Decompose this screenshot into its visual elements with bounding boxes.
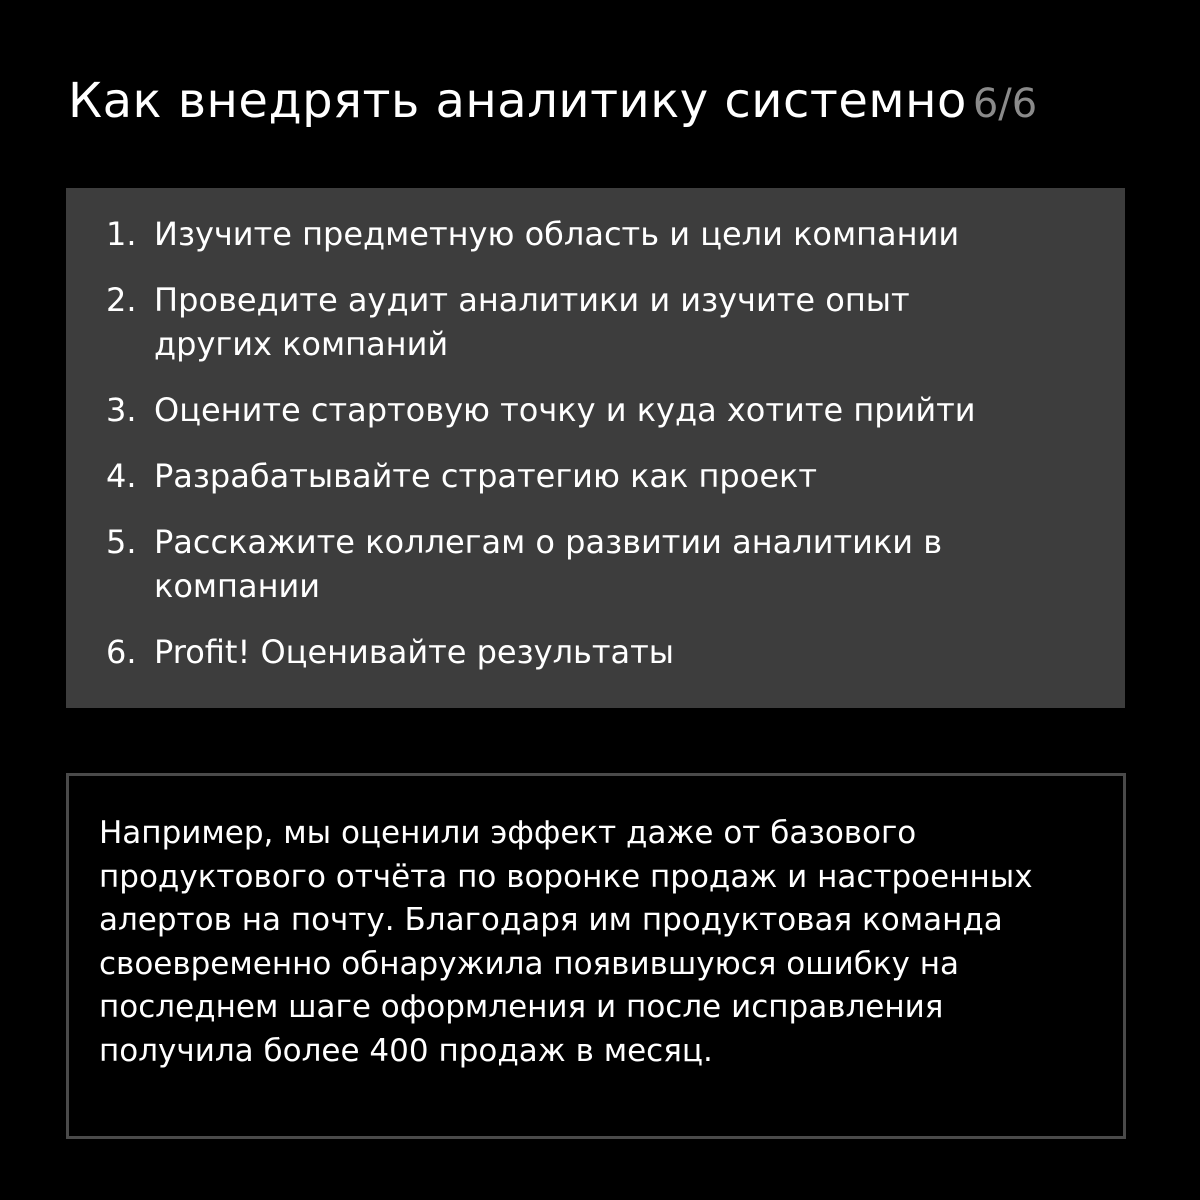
step-item xyxy=(106,454,1085,498)
step-number: 4. xyxy=(106,457,137,495)
step-number: 1. xyxy=(106,215,137,253)
step-text: Изучите предметную область и цели компании xyxy=(154,215,960,253)
step-number: 2. xyxy=(106,281,137,319)
example-box xyxy=(66,773,1126,1139)
step-text: Profit! Оценивайте результаты xyxy=(154,633,675,671)
page-counter: 6/6 xyxy=(972,81,1038,127)
step-item xyxy=(106,278,1085,366)
step-text: Проведите аудит аналитики и изучите опыт других компаний xyxy=(154,281,910,363)
steps-list xyxy=(106,212,1085,674)
step-item xyxy=(106,388,1085,432)
page-title: Как внедрять аналитику системно xyxy=(68,73,967,129)
step-text: Разрабатывайте стратегию как проект xyxy=(154,457,817,495)
header xyxy=(68,66,1138,136)
step-item xyxy=(106,520,1085,608)
steps-panel xyxy=(66,188,1125,708)
step-number: 3. xyxy=(106,391,137,429)
step-item xyxy=(106,630,1085,674)
step-text: Расскажите коллегам о развитии аналитики в компании xyxy=(154,523,943,605)
step-number: 5. xyxy=(106,523,137,561)
example-text: Например, мы оценили эффект даже от базового продуктового отчёта по воронке продаж и настроенных алертов на почту. Благодаря им продуктовая команда своевременно обнаружила появившуюся ошибку на последнем шаге оформления и после исправления получила более 400 продаж в месяц. xyxy=(99,815,1033,1069)
step-number: 6. xyxy=(106,633,137,671)
step-item xyxy=(106,212,1085,256)
step-text: Оцените стартовую точку и куда хотите прийти xyxy=(154,391,976,429)
